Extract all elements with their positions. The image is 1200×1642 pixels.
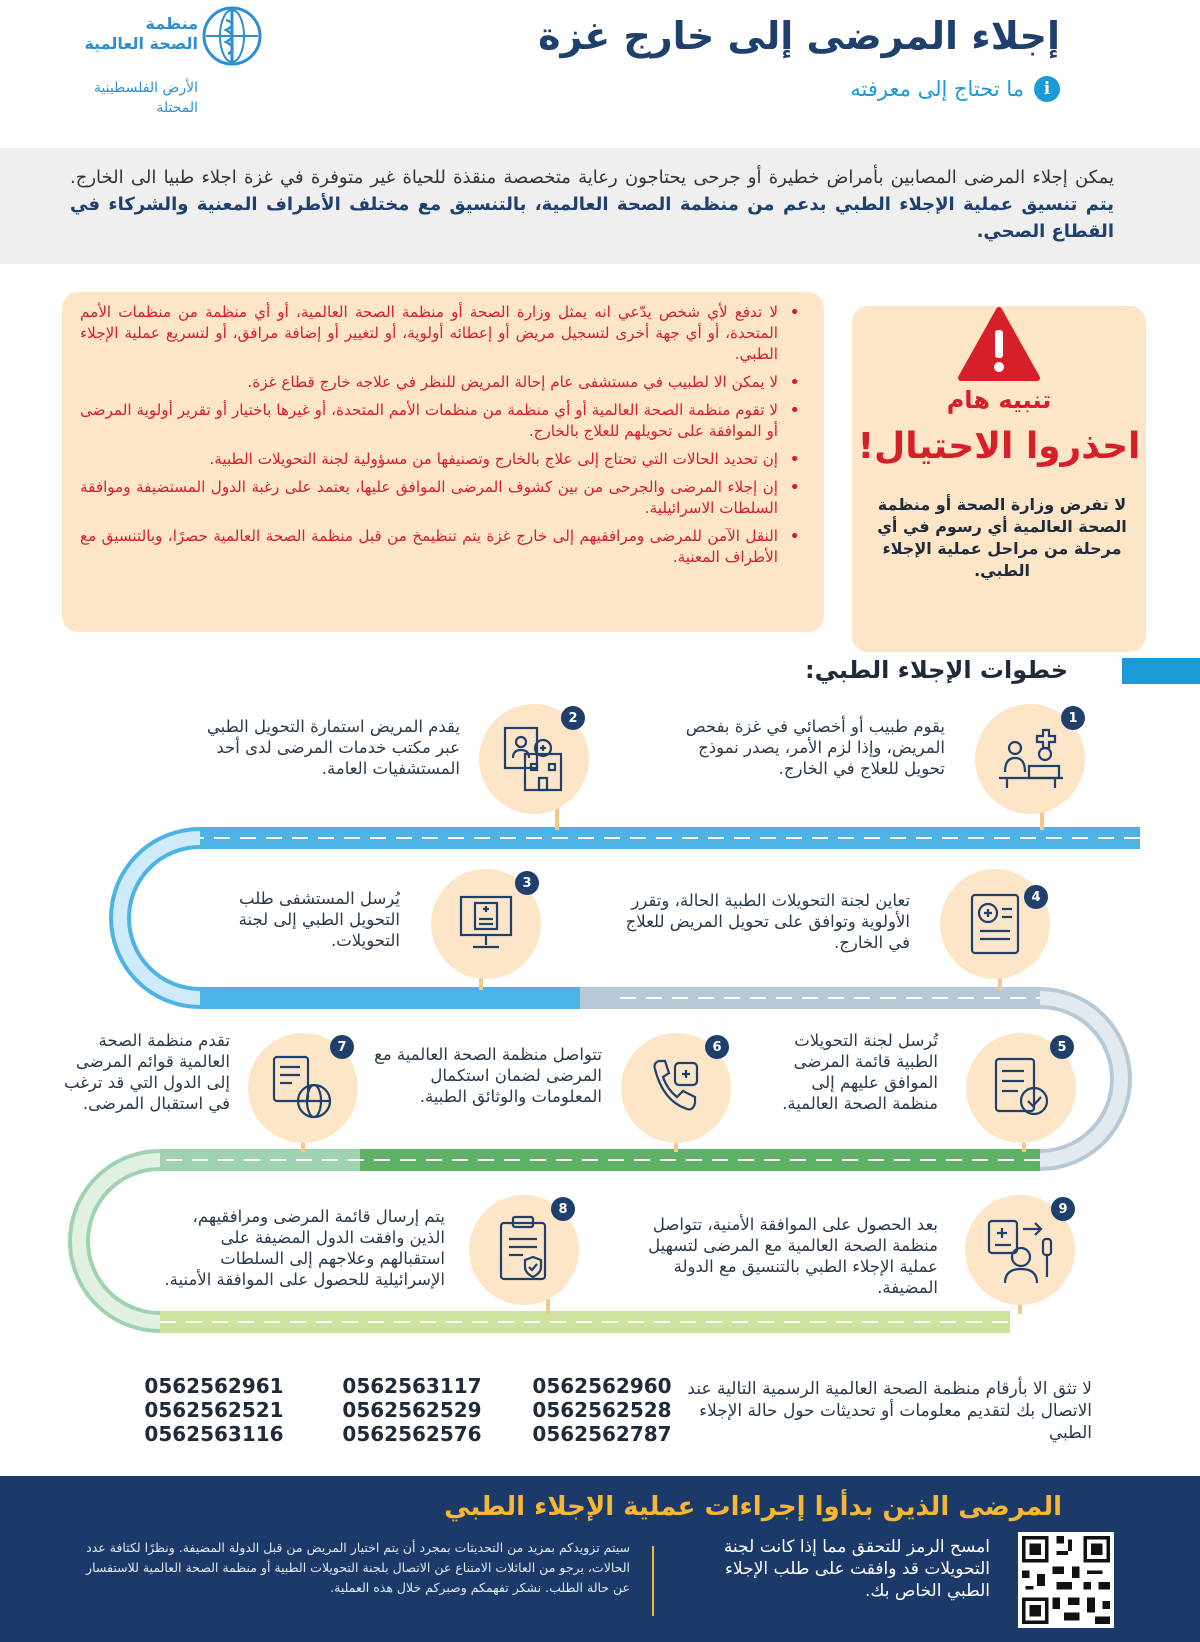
phone-number[interactable]: 0562563116 <box>144 1422 284 1446</box>
alert-main-heading: احذروا الاحتيال! <box>857 426 1141 467</box>
phone-column <box>144 1374 284 1446</box>
referral-form-hospital-icon <box>499 722 569 796</box>
official-numbers-note: لا تثق الا بأرقام منظمة الصحة العالمية الرسمية التالية عند الاتصال بك لتقديم معلومات أو تحديثات حول حالة الإجلاء الطبي <box>687 1379 1092 1443</box>
phone-column <box>342 1374 482 1446</box>
qr-instructions: امسح الرمز للتحقق مما إذا كانت لجنة التحويلات قد وافقت على طلب الإجلاء الطبي الخاص بك. <box>723 1537 990 1601</box>
phone-number[interactable]: 0562562576 <box>342 1422 482 1446</box>
phone-number[interactable]: 0562562961 <box>144 1374 284 1398</box>
step-number: 5 <box>1050 1035 1074 1059</box>
warning-item: • إن تحديد الحالات التي تحتاج إلى علاج بالخارج وتصنيفها من مسؤولية لجنة التحويلات الطبية. <box>80 449 800 470</box>
footer-title: المرضى الذين بدأوا إجراءات عملية الإجلاء الطبي <box>444 1492 1062 1522</box>
footer-banner <box>0 1476 1200 1642</box>
globe-list-icon <box>266 1051 340 1125</box>
phone-column <box>532 1374 672 1446</box>
medical-phone-icon <box>645 1055 709 1119</box>
warning-item: • لا تقوم منظمة الصحة العالمية أو أي منظمة من منظمات الأمم المتحدة، أو غيرها باختيار أو تقرير أولوية المرضى أو الموافقة على تحويلهم للعلاج بالخارج. <box>80 400 800 442</box>
step-number: 8 <box>551 1197 575 1221</box>
step-7-text: تقدم منظمة الصحة العالمية قوائم المرضى إلى الدول التي قد ترغب في استقبال المرضى. <box>64 1031 230 1113</box>
step-8-text: يتم إرسال قائمة المرضى ومرافقيهم، الذين وافقت الدول المضيفة على استقبالهم وعلاجهم إلى السلطات الإسرائيلية للحصول على الموافقة الأمنية. <box>164 1207 445 1289</box>
org-name: منظمة الصحة العالمية <box>84 14 198 53</box>
warning-item: • النقل الآمن للمرضى ومرافقيهم إلى خارج غزة يتم تنظيمخ من قبل منظمة الصحة العالمية حصرًا، وبالتنسيق مع الأطراف المعنية. <box>80 526 800 568</box>
phone-number[interactable]: 0562562960 <box>532 1374 672 1398</box>
step-3-text: يُرسل المستشفى طلب التحويل الطبي إلى لجنة التحويلات. <box>238 889 400 950</box>
phone-number[interactable]: 0562562528 <box>532 1398 672 1422</box>
step-1-circle <box>975 704 1085 814</box>
info-icon: i <box>1034 76 1060 102</box>
online-submit-icon <box>453 891 519 957</box>
org-region: الأرض الفلسطينية المحتلة <box>93 80 198 116</box>
warning-item: • لا تدفع لأي شخص يدّعي انه يمثل وزارة الصحة أو منظمة الصحة العالمية، أو أي منظمة من منظمات الأمم المتحدة، أو أي جهة أخرى لتسجيل مريض أو إعطائه أولوية، أو لتغيير أو إضافة مرافق، أو لتسريع عملية الإجلاء الطبي. <box>80 302 800 365</box>
phone-number[interactable]: 0562562521 <box>144 1398 284 1422</box>
warning-item: • لا يمكن الا لطبيب في مستشفى عام إحالة المريض للنظر في علاجه خارج قطاع غزة. <box>80 372 800 393</box>
step-7-circle <box>248 1033 358 1143</box>
step-3-circle <box>431 869 541 979</box>
phone-number[interactable]: 0562562529 <box>342 1398 482 1422</box>
step-number: 1 <box>1061 706 1085 730</box>
steps-title: خطوات الإجلاء الطبي: <box>805 656 1068 684</box>
step-5-text: تُرسل لجنة التحويلات الطبية قائمة المرضى الموافق عليهم إلى منظمة الصحة العالمية. <box>782 1031 938 1113</box>
step-4-circle <box>940 869 1050 979</box>
footer-note: سيتم تزويدكم بمزيد من التحديثات بمجرد أن يتم اختيار المريض من قبل الدولة المضيفة. ونظرًا لكثافة عدد الحالات، يرجو من العائلات الامتناع عن الاتصال بلجنة التحويلات الطبية أو منظمة الصحة العالمية للاستفسار عن حالة الطلب. نشكر تفهمكم وصبركم خلال هذه العملية. <box>86 1540 630 1595</box>
step-6-text: تتواصل منظمة الصحة العالمية مع المرضى لضمان استكمال المعلومات والوثائق الطبية. <box>374 1045 602 1106</box>
qr-code-icon[interactable] <box>1018 1532 1114 1628</box>
phone-number[interactable]: 0562562787 <box>532 1422 672 1446</box>
medical-record-icon <box>964 889 1026 959</box>
step-8-circle <box>469 1195 579 1305</box>
intro-bold-text: يتم تنسيق عملية الإجلاء الطبي بدعم من منظمة الصحة العالمية، بالتنسيق مع مختلف الأطراف المعنية والشركاء في القطاع الصحي. <box>70 194 1114 242</box>
page-title: إجلاء المرضى إلى خارج غزة <box>538 14 1060 58</box>
step-number: 6 <box>705 1035 729 1059</box>
step-2-text: يقدم المريض استمارة التحويل الطبي عبر مكتب خدمات المرضى لدى أحد المستشفيات العامة. <box>206 717 460 778</box>
step-9-circle <box>965 1195 1075 1305</box>
step-number: 7 <box>330 1035 354 1059</box>
alert-heading: تنبيه هام <box>946 386 1052 414</box>
step-5-circle <box>966 1033 1076 1143</box>
step-number: 4 <box>1024 885 1048 909</box>
step-2-circle <box>479 704 589 814</box>
intro-text: يمكن إجلاء المرضى المصابين بأمراض خطيرة أو جرحى يحتاجون رعاية متخصصة منقذة للحياة غير متوفرة في غزة اجلاء طبيا الى الخارج. <box>70 167 1114 188</box>
step-1-text: يقوم طبيب أو أخصائي في غزة بفحص المريض، وإذا لزم الأمر، يصدر نموذج تحويل للعلاج في الخارج. <box>685 717 945 778</box>
phone-number[interactable]: 0562563117 <box>342 1374 482 1398</box>
approved-list-icon <box>988 1053 1056 1123</box>
step-number: 9 <box>1051 1197 1075 1221</box>
doctor-exam-icon <box>993 722 1067 796</box>
step-9-text: بعد الحصول على الموافقة الأمنية، تتواصل منظمة الصحة العالمية مع المرضى لتسهيل عملية الإجلاء الطبي بالتنسيق مع الدولة المضيفة. <box>648 1215 938 1297</box>
alert-text: لا تفرض وزارة الصحة أو منظمة الصحة العالمية أي رسوم في أي مرحلة من مراحل عملية الإجلاء الطبي. <box>877 495 1127 580</box>
footer-divider <box>652 1546 654 1616</box>
step-6-circle <box>621 1033 731 1143</box>
step-number: 3 <box>515 871 539 895</box>
step-number: 2 <box>561 706 585 730</box>
patient-transfer-icon <box>983 1213 1059 1289</box>
warning-item: • إن إجلاء المرضى والجرحى من بين كشوف المرضى الموافق عليها، يعتمد على رغبة الدول المستضيفة وموافقة السلطات الاسرائيلية. <box>80 477 800 519</box>
step-4-text: تعاين لجنة التحويلات الطبية الحالة، وتقرر الأولوية وتوافق على تحويل المريض للعلاج في الخارج. <box>625 891 910 952</box>
page-subtitle: ما تحتاج إلى معرفته <box>850 77 1024 101</box>
security-clipboard-icon <box>493 1213 555 1287</box>
